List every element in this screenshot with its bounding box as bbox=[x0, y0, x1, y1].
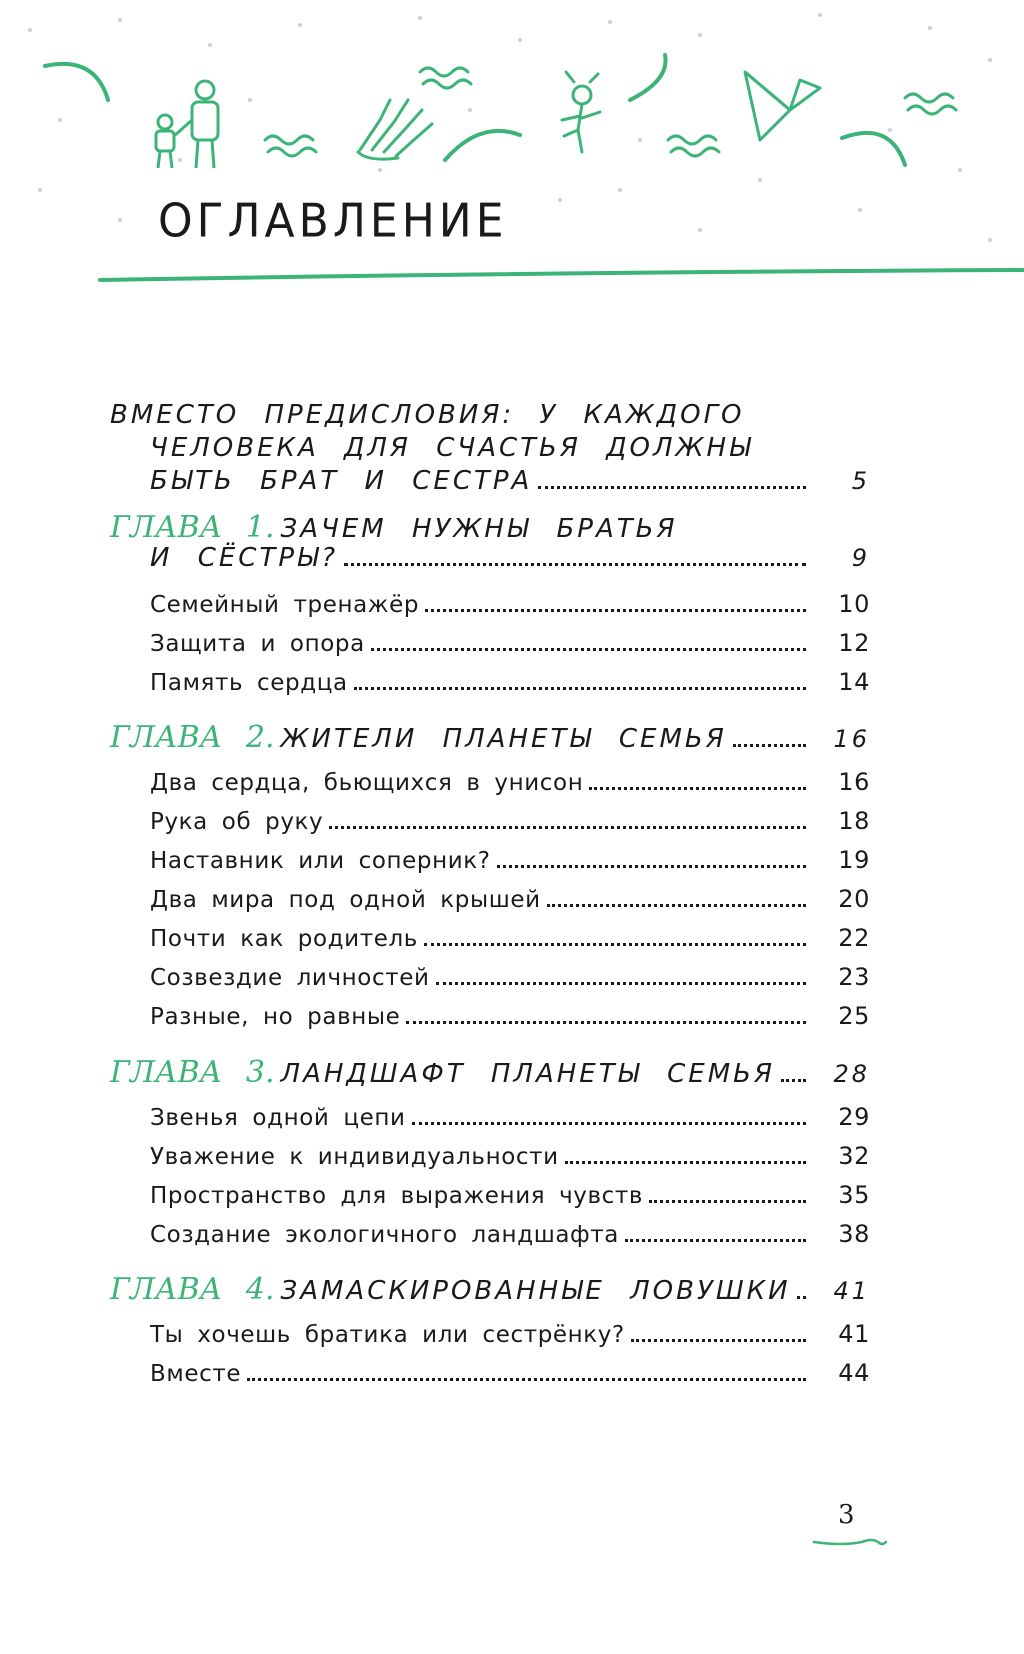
page-number: 14 bbox=[838, 668, 870, 696]
page-number: 22 bbox=[838, 924, 870, 952]
chapter-title-line: ЗАЧЕМ НУЖНЫ БРАТЬЯ bbox=[280, 514, 678, 544]
dot-leader bbox=[436, 981, 807, 985]
page-number: 16 bbox=[838, 768, 870, 796]
section-title: Два мира под одной крышей bbox=[150, 887, 541, 913]
toc-section[interactable] bbox=[150, 668, 870, 696]
wave-icon bbox=[423, 80, 471, 88]
page-title: ОГЛАВЛЕНИЕ bbox=[158, 194, 508, 249]
folio-flourish bbox=[812, 1530, 892, 1554]
chapter-heading-line bbox=[110, 1272, 870, 1305]
chapter-heading-line bbox=[110, 510, 870, 543]
chapter-title-line: ЗАМАСКИРОВАННЫЕ ЛОВУШКИ bbox=[280, 1276, 791, 1306]
page-number: 18 bbox=[838, 807, 870, 835]
dot-leader bbox=[425, 608, 806, 612]
preface-title-line: БЫТЬ БРАТ И СЕСТРА bbox=[150, 466, 533, 496]
page-number: 10 bbox=[838, 590, 870, 618]
toc-section[interactable] bbox=[150, 1142, 870, 1170]
section-title: Семейный тренажёр bbox=[150, 592, 420, 618]
section-title: Создание экологичного ландшафта bbox=[150, 1222, 619, 1248]
chapter-heading-line bbox=[110, 1055, 870, 1088]
page-number: 29 bbox=[838, 1103, 870, 1131]
toc-chapter-1[interactable] bbox=[110, 510, 870, 576]
paper-bird-icon bbox=[745, 72, 820, 140]
dot-leader bbox=[649, 1199, 806, 1203]
dot-leader bbox=[565, 1160, 806, 1164]
toc-section[interactable] bbox=[150, 768, 870, 796]
dot-leader bbox=[625, 1238, 806, 1242]
chapter-title-line: ЛАНДШАФТ ПЛАНЕТЫ СЕМЬЯ bbox=[280, 1059, 776, 1089]
section-title: Ты хочешь братика или сестрёнку? bbox=[150, 1322, 625, 1348]
dot-leader bbox=[733, 743, 806, 747]
preface-title-line: ВМЕСТО ПРЕДИСЛОВИЯ: У КАЖДОГО bbox=[110, 400, 745, 430]
page-number: 9 bbox=[851, 544, 870, 572]
arc-icon bbox=[630, 55, 666, 100]
dot-leader bbox=[631, 1338, 806, 1342]
chapter-label: ГЛАВА 4. bbox=[110, 1272, 275, 1307]
section-title: Вместе bbox=[150, 1361, 242, 1387]
dot-leader bbox=[344, 562, 806, 566]
toc-section[interactable] bbox=[150, 629, 870, 657]
toc-chapter-2[interactable] bbox=[110, 720, 870, 753]
toc-section[interactable] bbox=[150, 924, 870, 952]
dot-leader bbox=[497, 864, 806, 868]
section-title: Созвездие личностей bbox=[150, 965, 430, 991]
page-number: 25 bbox=[838, 1002, 870, 1030]
page-number: 19 bbox=[838, 846, 870, 874]
wave-icon bbox=[905, 94, 953, 102]
wave-icon bbox=[268, 148, 316, 156]
arc-icon bbox=[842, 133, 905, 165]
wave-icon bbox=[668, 136, 716, 144]
arc-icon bbox=[445, 131, 520, 160]
section-title: Разные, но равные bbox=[150, 1004, 401, 1030]
dot-leader bbox=[781, 1078, 806, 1082]
chapter-label: ГЛАВА 3. bbox=[110, 1055, 275, 1090]
toc-section[interactable] bbox=[150, 1103, 870, 1131]
dot-leader bbox=[797, 1295, 806, 1299]
title-underline bbox=[100, 270, 1024, 280]
page-number: 16 bbox=[833, 725, 870, 753]
toc-section[interactable] bbox=[150, 590, 870, 618]
toc-chapter-4[interactable] bbox=[110, 1272, 870, 1305]
chapter-heading-last-line bbox=[110, 543, 870, 576]
section-title: Звенья одной цепи bbox=[150, 1105, 406, 1131]
dot-leader bbox=[406, 1020, 806, 1024]
page-number: 38 bbox=[838, 1220, 870, 1248]
section-title: Пространство для выражения чувств bbox=[150, 1183, 644, 1209]
toc-section[interactable] bbox=[150, 1220, 870, 1248]
header-illustration bbox=[0, 0, 1024, 300]
toc-section[interactable] bbox=[150, 885, 870, 913]
dot-leader bbox=[589, 786, 806, 790]
page-number: 12 bbox=[838, 629, 870, 657]
section-title: Защита и опора bbox=[150, 631, 365, 657]
toc-section[interactable] bbox=[150, 1181, 870, 1209]
page-number-footer: 3 bbox=[838, 1500, 855, 1530]
wave-icon bbox=[420, 68, 468, 76]
dot-leader bbox=[354, 686, 806, 690]
section-title: Уважение к индивидуальности bbox=[150, 1144, 559, 1170]
section-title: Рука об руку bbox=[150, 809, 324, 835]
page-number: 35 bbox=[838, 1181, 870, 1209]
section-title: Два сердца, бьющихся в унисон bbox=[150, 770, 584, 796]
dot-leader bbox=[412, 1121, 806, 1125]
child-and-adult-icon bbox=[156, 81, 218, 168]
toc-section[interactable] bbox=[150, 1002, 870, 1030]
hands-icon bbox=[358, 100, 432, 159]
chapter-label: ГЛАВА 1. bbox=[110, 510, 275, 545]
dot-leader bbox=[247, 1377, 806, 1381]
toc-section[interactable] bbox=[150, 963, 870, 991]
dot-leader bbox=[424, 942, 806, 946]
page-number: 23 bbox=[838, 963, 870, 991]
arc-icon bbox=[45, 64, 108, 100]
chapter-heading-line bbox=[110, 720, 870, 753]
wave-icon bbox=[265, 136, 313, 144]
page-number: 44 bbox=[838, 1359, 870, 1387]
page-number: 20 bbox=[838, 885, 870, 913]
toc-section[interactable] bbox=[150, 807, 870, 835]
dot-leader bbox=[547, 903, 806, 907]
wave-icon bbox=[671, 148, 719, 156]
page-number: 41 bbox=[833, 1277, 870, 1305]
section-title: Наставник или соперник? bbox=[150, 848, 491, 874]
chapter-label: ГЛАВА 2. bbox=[110, 720, 275, 755]
toc-chapter-3[interactable] bbox=[110, 1055, 870, 1088]
dot-leader bbox=[371, 647, 806, 651]
dot-leader bbox=[538, 485, 806, 489]
preface-title-last-line bbox=[110, 466, 870, 499]
toc-section[interactable] bbox=[150, 1320, 870, 1348]
page-number: 41 bbox=[838, 1320, 870, 1348]
preface-title-line: ЧЕЛОВЕКА ДЛЯ СЧАСТЬЯ ДОЛЖНЫ bbox=[150, 433, 754, 463]
dot-leader bbox=[329, 825, 806, 829]
section-title: Почти как родитель bbox=[150, 926, 418, 952]
page-number: 32 bbox=[838, 1142, 870, 1170]
toc-preface[interactable] bbox=[110, 400, 870, 499]
section-title: Память сердца bbox=[150, 670, 348, 696]
page-number: 28 bbox=[833, 1060, 870, 1088]
toc-section[interactable] bbox=[150, 846, 870, 874]
wave-icon bbox=[908, 106, 956, 114]
chapter-title-line: И СЁСТРЫ? bbox=[150, 543, 339, 573]
toc-section[interactable] bbox=[150, 1359, 870, 1387]
jumping-child-icon bbox=[562, 72, 600, 152]
page-number: 5 bbox=[851, 467, 870, 495]
chapter-title-line: ЖИТЕЛИ ПЛАНЕТЫ СЕМЬЯ bbox=[280, 724, 727, 754]
